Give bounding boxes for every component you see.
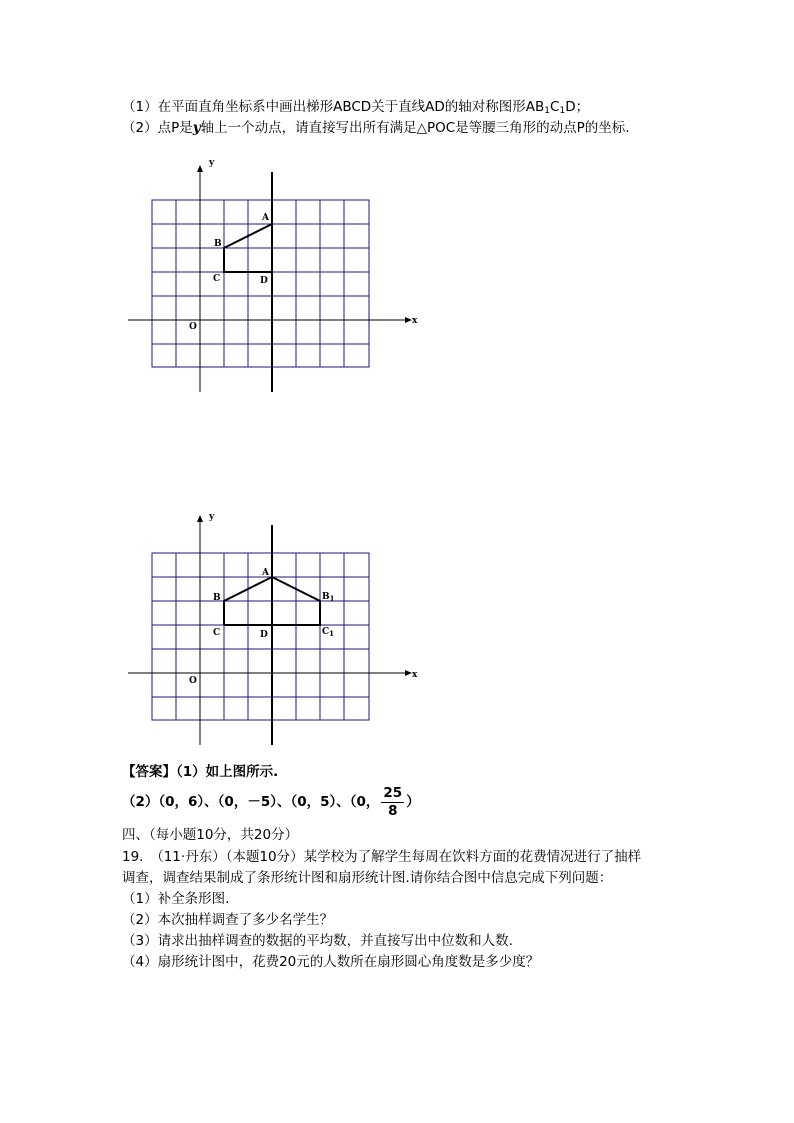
answer-part-2 xyxy=(122,784,420,820)
fraction xyxy=(381,785,404,820)
question-2 xyxy=(122,118,630,138)
q19-line-2: 调查，调查结果制成了条形统计图和扇形统计图.请你结合图中信息完成下列问题： xyxy=(122,870,613,886)
label-b: B xyxy=(214,239,222,249)
y-axis-label: y xyxy=(209,512,215,522)
x-axis-label: x xyxy=(412,670,418,680)
label-a: A xyxy=(262,568,269,578)
q1-sub-c1: 1 xyxy=(559,106,566,116)
answer-tag: 【答案】 xyxy=(122,764,176,780)
answer-text-2: （2）（0，6）、（0，－5）、（0，5）、（0， xyxy=(122,794,380,810)
q2-text-end: 轴上一个动点，请直接写出所有满足△POC是等腰三角形的动点P的坐标. xyxy=(200,120,630,136)
q19-item-2: （2）本次抽样调查了多少名学生？ xyxy=(122,912,334,928)
x-axis-label: x xyxy=(412,316,418,326)
label-b: B xyxy=(213,593,221,603)
q1-text-end: D； xyxy=(565,99,590,115)
label-o: O xyxy=(189,676,197,686)
q19-item-3: （3）请求出抽样调查的数据的平均数，并直接写出中位数和人数. xyxy=(122,933,513,949)
label-c: C xyxy=(213,274,221,284)
label-c1: $C_1$ xyxy=(322,627,335,638)
answer-text-2-end: ） xyxy=(406,794,420,810)
q1-sub-b1: 1 xyxy=(544,106,551,116)
label-c: C xyxy=(213,628,221,638)
section-heading: 四、（每小题10分，共20分） xyxy=(122,827,299,843)
answer-text-1: （1）如上图所示. xyxy=(176,764,279,780)
label-d: D xyxy=(260,276,268,286)
label-b1: $B_1$ xyxy=(322,592,335,603)
q1-text-c: C xyxy=(550,99,560,115)
q19-line-1: 19. （11·丹东）（本题10分）某学校为了解学生每周在饮料方面的花费情况进行了抽样 xyxy=(122,849,642,865)
q19-item-4: （4）扇形统计图中，花费20元的人数所在扇形圆心角度数是多少度？ xyxy=(122,954,540,970)
fraction-denominator: 8 xyxy=(388,802,398,819)
q1-text: （1）在平面直角坐标系中画出梯形ABCD关于直线AD的轴对称图形AB xyxy=(122,99,545,115)
label-d: D xyxy=(260,630,268,640)
q2-variable: y xyxy=(192,120,201,136)
answer-part-1 xyxy=(122,762,278,782)
fraction-numerator: 25 xyxy=(383,784,403,801)
figure-2-answer-grid xyxy=(122,508,432,748)
label-o: O xyxy=(189,322,197,332)
q19-item-1: （1）补全条形图. xyxy=(122,891,230,907)
y-axis-label: y xyxy=(209,158,215,168)
q2-text: （2）点P是 xyxy=(122,120,193,136)
figure-1-coordinate-grid xyxy=(122,155,432,395)
label-a: A xyxy=(262,213,269,223)
